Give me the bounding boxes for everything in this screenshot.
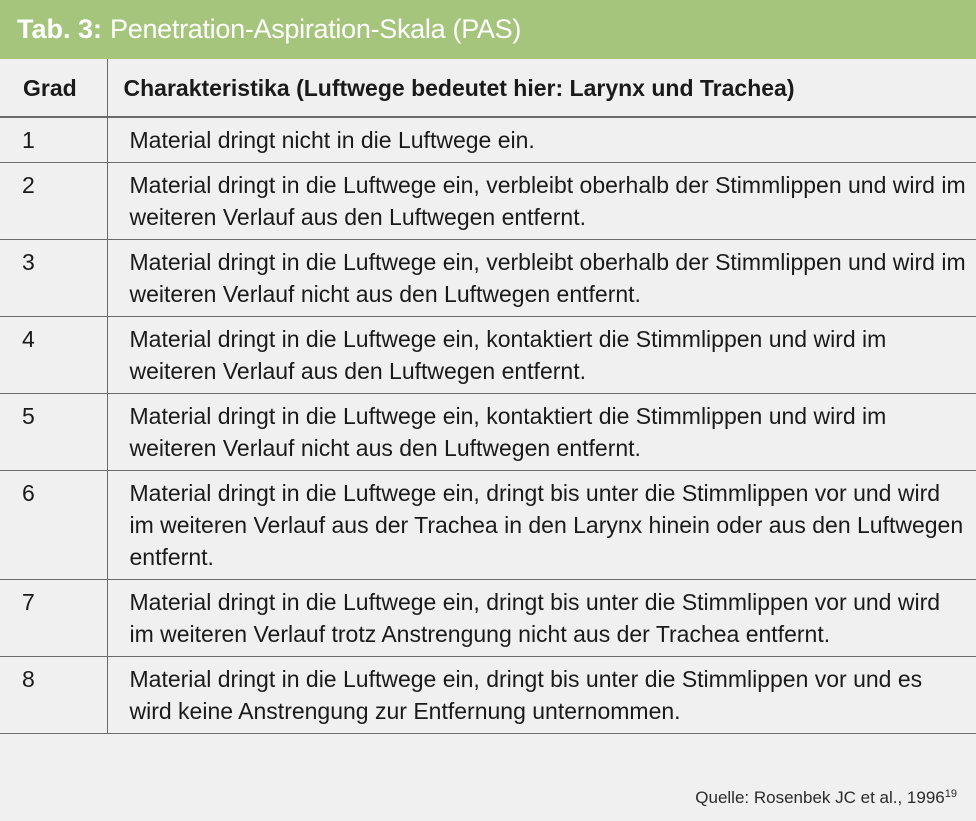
table-row bbox=[0, 580, 976, 657]
grad-cell: 2 bbox=[0, 163, 107, 240]
description-cell: Material dringt in die Luftwege ein, dringt bis unter die Stimmlippen vor und es wird keine Anstrengung zur Entfernung unternommen. bbox=[107, 657, 976, 734]
grad-cell: 7 bbox=[0, 580, 107, 657]
pas-table bbox=[0, 59, 976, 734]
table-row bbox=[0, 317, 976, 394]
table-row bbox=[0, 117, 976, 163]
grad-cell: 3 bbox=[0, 240, 107, 317]
source-text: Quelle: Rosenbek JC et al., 1996 bbox=[695, 788, 945, 807]
header-grad: Grad bbox=[0, 59, 107, 117]
table-number-label: Tab. 3: bbox=[17, 14, 103, 44]
source-reference-number: 19 bbox=[944, 788, 957, 800]
grad-cell: 8 bbox=[0, 657, 107, 734]
table-row bbox=[0, 471, 976, 580]
table-title-bar bbox=[0, 0, 976, 59]
description-cell: Material dringt in die Luftwege ein, dringt bis unter die Stimmlippen vor und wird im weiteren Verlauf trotz Anstrengung nicht aus der Trachea entfernt. bbox=[107, 580, 976, 657]
description-cell: Material dringt in die Luftwege ein, kontaktiert die Stimmlippen und wird im weiteren Verlauf aus den Luftwegen entfernt. bbox=[107, 317, 976, 394]
description-cell: Material dringt in die Luftwege ein, dringt bis unter die Stimmlippen vor und wird im weiteren Verlauf aus der Trachea in den Larynx hinein oder aus den Luftwegen entfernt. bbox=[107, 471, 976, 580]
table-row bbox=[0, 163, 976, 240]
table-row bbox=[0, 240, 976, 317]
description-cell: Material dringt in die Luftwege ein, kontaktiert die Stimmlippen und wird im weiteren Verlauf nicht aus den Luftwegen entfernt. bbox=[107, 394, 976, 471]
description-cell: Material dringt nicht in die Luftwege ein. bbox=[107, 117, 976, 163]
source-citation bbox=[695, 788, 957, 808]
grad-cell: 1 bbox=[0, 117, 107, 163]
grad-cell: 4 bbox=[0, 317, 107, 394]
description-cell: Material dringt in die Luftwege ein, verbleibt oberhalb der Stimmlippen und wird im weiteren Verlauf nicht aus den Luftwegen entfernt. bbox=[107, 240, 976, 317]
table-header-row bbox=[0, 59, 976, 117]
table-title: Penetration-Aspiration-Skala (PAS) bbox=[110, 14, 522, 44]
grad-cell: 6 bbox=[0, 471, 107, 580]
description-cell: Material dringt in die Luftwege ein, verbleibt oberhalb der Stimmlippen und wird im weiteren Verlauf aus den Luftwegen entfernt. bbox=[107, 163, 976, 240]
table-row bbox=[0, 657, 976, 734]
table-row bbox=[0, 394, 976, 471]
grad-cell: 5 bbox=[0, 394, 107, 471]
header-charakteristika: Charakteristika (Luftwege bedeutet hier: Larynx und Trachea) bbox=[107, 59, 976, 117]
